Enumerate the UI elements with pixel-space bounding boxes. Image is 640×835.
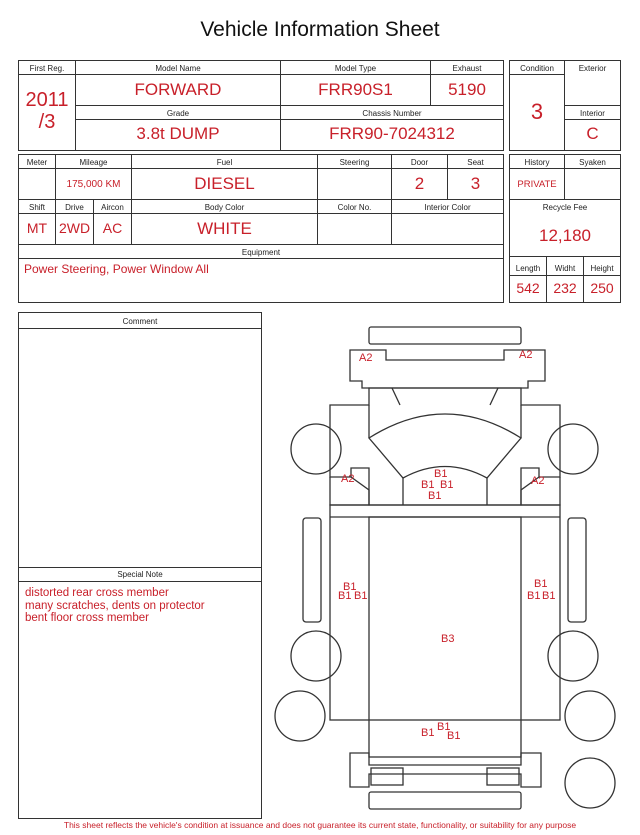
left-protector-outline bbox=[303, 518, 321, 622]
interior-value: C bbox=[586, 124, 599, 143]
rear-right-wheel-2-outline bbox=[565, 691, 615, 741]
fuel-label: Fuel bbox=[216, 158, 233, 167]
shift-cell bbox=[19, 200, 56, 245]
damage-mark-b1-left: B1 bbox=[338, 590, 352, 602]
damage-mark-b1-cab: B1 bbox=[440, 479, 454, 491]
history-cell bbox=[510, 155, 565, 200]
first-reg-year: 2011 bbox=[25, 89, 69, 111]
seat-cell bbox=[448, 155, 503, 200]
damage-mark-b1-cab: B1 bbox=[428, 490, 442, 502]
damage-mark-b1-left: B1 bbox=[354, 590, 368, 602]
damage-mark-b1-right: B1 bbox=[534, 578, 548, 590]
rear-left-wheel-1-outline bbox=[291, 631, 341, 681]
damage-mark-a2-front-right: A2 bbox=[519, 349, 533, 361]
recycle-fee-cell bbox=[510, 200, 620, 257]
length-label: Length bbox=[515, 264, 541, 273]
model-type-label: Model Type bbox=[334, 64, 377, 73]
drive-label: Drive bbox=[65, 203, 84, 212]
aircon-cell bbox=[94, 200, 132, 245]
aircon-label: Aircon bbox=[101, 203, 124, 212]
recycle-fee-label: Recycle Fee bbox=[542, 203, 588, 212]
front-bumper-outline bbox=[369, 327, 521, 344]
body-color-label: Body Color bbox=[204, 203, 245, 212]
body-color-value: WHITE bbox=[197, 219, 252, 238]
meter-cell bbox=[19, 155, 56, 200]
disclaimer-footer: This sheet reflects the vehicle's condition at issuance and does not guarantee its current state, functionality, or suitability for any purpose bbox=[63, 820, 577, 830]
damage-mark-b1-right: B1 bbox=[542, 590, 556, 602]
height-value: 250 bbox=[590, 280, 614, 296]
exterior-label: Exterior bbox=[578, 64, 607, 73]
interior-cell bbox=[565, 106, 620, 150]
damage-mark-b1-rear: B1 bbox=[421, 727, 435, 739]
recycle-fee-value: 12,180 bbox=[539, 226, 591, 245]
rear-panel-outline bbox=[350, 753, 541, 787]
length-cell bbox=[510, 257, 547, 302]
damage-mark-b1-cab: B1 bbox=[421, 479, 435, 491]
width-label: Widht bbox=[554, 264, 576, 273]
front-left-wheel-outline bbox=[291, 424, 341, 474]
mileage-cell bbox=[56, 155, 132, 200]
damage-mark-a2-front-left: A2 bbox=[359, 352, 373, 364]
condition-value: 3 bbox=[530, 99, 544, 124]
door-value: 2 bbox=[414, 174, 425, 193]
comment-box bbox=[18, 312, 262, 819]
equipment-label: Equipment bbox=[241, 248, 281, 257]
color-no-cell bbox=[318, 200, 392, 245]
syaken-cell bbox=[565, 155, 620, 200]
shift-label: Shift bbox=[28, 203, 45, 212]
equipment-value: Power Steering, Power Window All bbox=[24, 262, 209, 276]
special-note-lines bbox=[25, 587, 205, 625]
seat-label: Seat bbox=[467, 158, 484, 167]
interior-color-cell bbox=[392, 200, 503, 245]
exterior-cell bbox=[565, 61, 620, 106]
seat-value: 3 bbox=[470, 174, 481, 193]
width-value: 232 bbox=[553, 280, 577, 296]
drive-value: 2WD bbox=[58, 220, 91, 236]
condition-table bbox=[509, 60, 621, 151]
chassis-cell bbox=[281, 106, 503, 150]
page-title: Vehicle Information Sheet bbox=[200, 18, 440, 41]
syaken-label: Syaken bbox=[579, 158, 606, 167]
color-no-label: Color No. bbox=[337, 203, 372, 212]
exhaust-label: Exhaust bbox=[452, 64, 482, 73]
body-color-cell bbox=[132, 200, 318, 245]
damage-mark-a2-cab-right: A2 bbox=[531, 475, 545, 487]
history-label: History bbox=[524, 158, 550, 167]
first-reg-label: First Reg. bbox=[29, 64, 65, 73]
chassis-label: Chassis Number bbox=[362, 109, 422, 118]
mileage-value: 175,000 KM bbox=[66, 179, 121, 190]
grade-label: Grade bbox=[166, 109, 190, 118]
grade-cell bbox=[76, 106, 281, 150]
first-reg-month: /3 bbox=[38, 111, 56, 133]
special-note-line: bent floor cross member bbox=[25, 612, 149, 624]
damage-mark-b1-rear: B1 bbox=[437, 721, 451, 733]
exhaust-value: 5190 bbox=[448, 80, 486, 99]
vehicle-damage-diagram bbox=[270, 320, 630, 818]
damage-mark-b1-rear: B1 bbox=[447, 730, 461, 742]
condition-cell bbox=[510, 61, 565, 150]
damage-mark-b3-bed: B3 bbox=[441, 633, 455, 645]
damage-mark-b1-right: B1 bbox=[527, 590, 541, 602]
aircon-value: AC bbox=[102, 220, 123, 236]
grade-value: 3.8t DUMP bbox=[136, 124, 220, 143]
damage-mark-a2-cab-left: A2 bbox=[341, 473, 355, 485]
dump-bed-outline bbox=[330, 505, 560, 720]
door-cell bbox=[392, 155, 448, 200]
mileage-label: Mileage bbox=[79, 158, 108, 167]
special-note-line: many scratches, dents on protector bbox=[25, 599, 205, 612]
model-name-cell bbox=[76, 61, 281, 106]
spare-wheel-outline bbox=[565, 758, 615, 808]
model-name-label: Model Name bbox=[155, 64, 201, 73]
fuel-value: DIESEL bbox=[194, 174, 255, 193]
meter-label: Meter bbox=[26, 158, 48, 167]
height-cell bbox=[584, 257, 620, 302]
model-type-cell bbox=[281, 61, 431, 106]
right-protector-outline bbox=[568, 518, 586, 622]
chassis-value: FRR90-7024312 bbox=[329, 124, 455, 143]
shift-value: MT bbox=[26, 220, 48, 236]
rear-bumper-outline bbox=[369, 792, 521, 809]
special-note-label: Special Note bbox=[117, 570, 163, 579]
front-panel-outline bbox=[350, 350, 545, 388]
interior-label: Interior bbox=[580, 109, 605, 118]
damage-mark-b1-cab: B1 bbox=[434, 468, 448, 480]
rear-right-wheel-1-outline bbox=[548, 631, 598, 681]
length-value: 542 bbox=[516, 280, 540, 296]
rear-left-wheel-2-outline bbox=[275, 691, 325, 741]
comment-label: Comment bbox=[122, 317, 158, 326]
detail-table bbox=[18, 154, 504, 303]
condition-label: Condition bbox=[520, 64, 554, 73]
interior-color-label: Interior Color bbox=[424, 203, 471, 212]
basic-info-table bbox=[18, 60, 504, 151]
width-cell bbox=[547, 257, 584, 302]
height-label: Height bbox=[590, 264, 614, 273]
door-label: Door bbox=[410, 158, 429, 167]
fuel-cell bbox=[132, 155, 318, 200]
exhaust-cell bbox=[431, 61, 503, 106]
history-table bbox=[509, 154, 621, 303]
front-right-wheel-outline bbox=[548, 424, 598, 474]
steering-label: Steering bbox=[339, 158, 370, 167]
rear-lamp-left-outline bbox=[371, 768, 403, 785]
special-note-line: distorted rear cross member bbox=[25, 587, 169, 599]
steering-cell bbox=[318, 155, 392, 200]
equipment-cell bbox=[19, 245, 503, 302]
damage-mark-b1-left: B1 bbox=[343, 581, 357, 593]
mirror-outline bbox=[392, 388, 498, 405]
drive-cell bbox=[56, 200, 94, 245]
rear-lamp-right-outline bbox=[487, 768, 519, 785]
first-reg-cell bbox=[19, 61, 76, 150]
model-name-value: FORWARD bbox=[134, 80, 222, 99]
history-value: PRIVATE bbox=[517, 179, 557, 190]
model-type-value: FRR90S1 bbox=[318, 80, 393, 99]
